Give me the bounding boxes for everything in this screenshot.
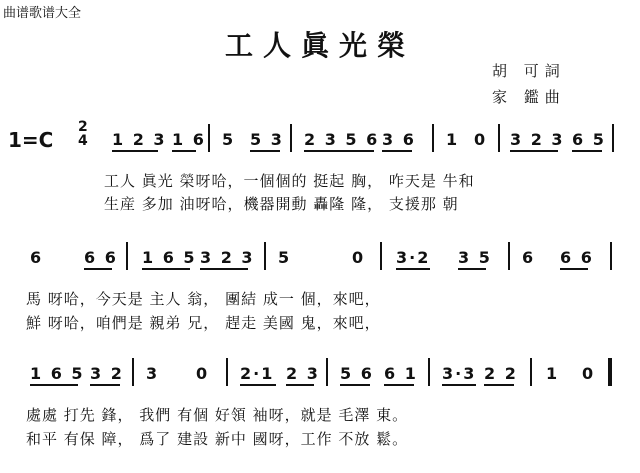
composer-credit: 家 鑑曲 xyxy=(492,88,566,106)
note-group: 3 xyxy=(146,364,160,383)
bar-line xyxy=(380,242,382,270)
lyrics-verse-1: 處處 打先 鋒， 我們 有個 好領 袖呀，就是 毛澤 東。 xyxy=(26,406,409,424)
lyrics-verse-1: 工人 眞光 榮呀哈，一個個的 挺起 胸， 咋天是 牛和 xyxy=(104,172,475,190)
bar-line xyxy=(508,242,510,270)
bar-line xyxy=(428,358,430,386)
note-group: 3 2 xyxy=(90,364,124,383)
note-group: 6 1 xyxy=(384,364,418,383)
time-bottom: 4 xyxy=(78,133,88,149)
bar-line xyxy=(208,124,210,152)
note-group: 5 xyxy=(222,130,236,149)
beam-underline xyxy=(442,384,476,386)
bar-line xyxy=(126,242,128,270)
bar-line xyxy=(264,242,266,270)
beam-underline xyxy=(240,384,276,386)
bar-line xyxy=(530,358,532,386)
note-group: 3·3 xyxy=(442,364,477,383)
lyrics-verse-2: 鮮 呀哈，咱們是 親弟 兄， 趕走 美國 鬼，來吧， xyxy=(26,314,381,332)
note-group: 3 2 3 xyxy=(200,248,255,267)
beam-underline xyxy=(384,384,414,386)
beam-underline xyxy=(112,150,158,152)
bar-line xyxy=(290,124,292,152)
time-signature xyxy=(78,120,88,148)
note-group: 0 xyxy=(196,364,210,383)
bar-line xyxy=(498,124,500,152)
time-top: 2 xyxy=(78,119,88,135)
note-group: 3 2 3 xyxy=(510,130,565,149)
beam-underline xyxy=(172,150,196,152)
note-group: 6 xyxy=(522,248,536,267)
lyrics-verse-2: 和平 有保 障， 爲了 建設 新中 國呀，工作 不放 鬆。 xyxy=(26,430,409,448)
bar-line xyxy=(610,242,612,270)
note-group: 5 6 xyxy=(340,364,374,383)
beam-underline xyxy=(340,384,370,386)
note-group: 3 6 xyxy=(382,130,416,149)
beam-underline xyxy=(90,384,120,386)
note-group: 5 3 xyxy=(250,130,284,149)
bar-line xyxy=(326,358,328,386)
lyrics-verse-1: 馬 呀哈，今天是 主人 翁， 團結 成一 個，來吧， xyxy=(26,290,381,308)
bar-line xyxy=(132,358,134,386)
note-group: 0 xyxy=(352,248,366,267)
note-group: 2 3 5 6 xyxy=(304,130,380,149)
note-group: 1 6 5 xyxy=(30,364,85,383)
beam-underline xyxy=(484,384,514,386)
beam-underline xyxy=(84,268,112,270)
bar-line xyxy=(226,358,228,386)
beam-underline xyxy=(382,150,412,152)
final-bar-line xyxy=(608,358,612,386)
beam-underline xyxy=(142,268,190,270)
note-group: 5 xyxy=(278,248,292,267)
note-group: 2·1 xyxy=(240,364,275,383)
beam-underline xyxy=(200,268,248,270)
note-group: 1 6 5 xyxy=(142,248,197,267)
key-signature: 1=C xyxy=(8,128,54,152)
beam-underline xyxy=(30,384,78,386)
lyricist-credit: 胡 可詞 xyxy=(492,62,566,80)
note-group: 3·2 xyxy=(396,248,431,267)
note-group: 0 xyxy=(474,130,488,149)
note-group: 6 xyxy=(30,248,44,267)
note-group: 6 6 xyxy=(560,248,594,267)
note-group: 1 6 xyxy=(172,130,206,149)
beam-underline xyxy=(250,150,280,152)
note-group: 6 5 xyxy=(572,130,606,149)
bar-line xyxy=(432,124,434,152)
beam-underline xyxy=(304,150,374,152)
song-title: 工人眞光榮 xyxy=(224,29,415,62)
note-group: 0 xyxy=(582,364,596,383)
note-group: 3 5 xyxy=(458,248,492,267)
beam-underline xyxy=(396,268,430,270)
beam-underline xyxy=(572,150,602,152)
lyrics-verse-2: 生産 多加 油呀哈，機器開動 轟隆 隆， 支援那 朝 xyxy=(104,195,459,213)
note-group: 1 xyxy=(546,364,560,383)
bar-line xyxy=(612,124,614,152)
beam-underline xyxy=(510,150,558,152)
note-group: 1 2 3 xyxy=(112,130,167,149)
note-group: 2 2 xyxy=(484,364,518,383)
beam-underline xyxy=(560,268,588,270)
beam-underline xyxy=(458,268,486,270)
note-group: 2 3 xyxy=(286,364,320,383)
beam-underline xyxy=(286,384,314,386)
note-group: 1 xyxy=(446,130,460,149)
site-label: 曲谱歌谱大全 xyxy=(3,6,82,21)
note-group: 6 6 xyxy=(84,248,118,267)
